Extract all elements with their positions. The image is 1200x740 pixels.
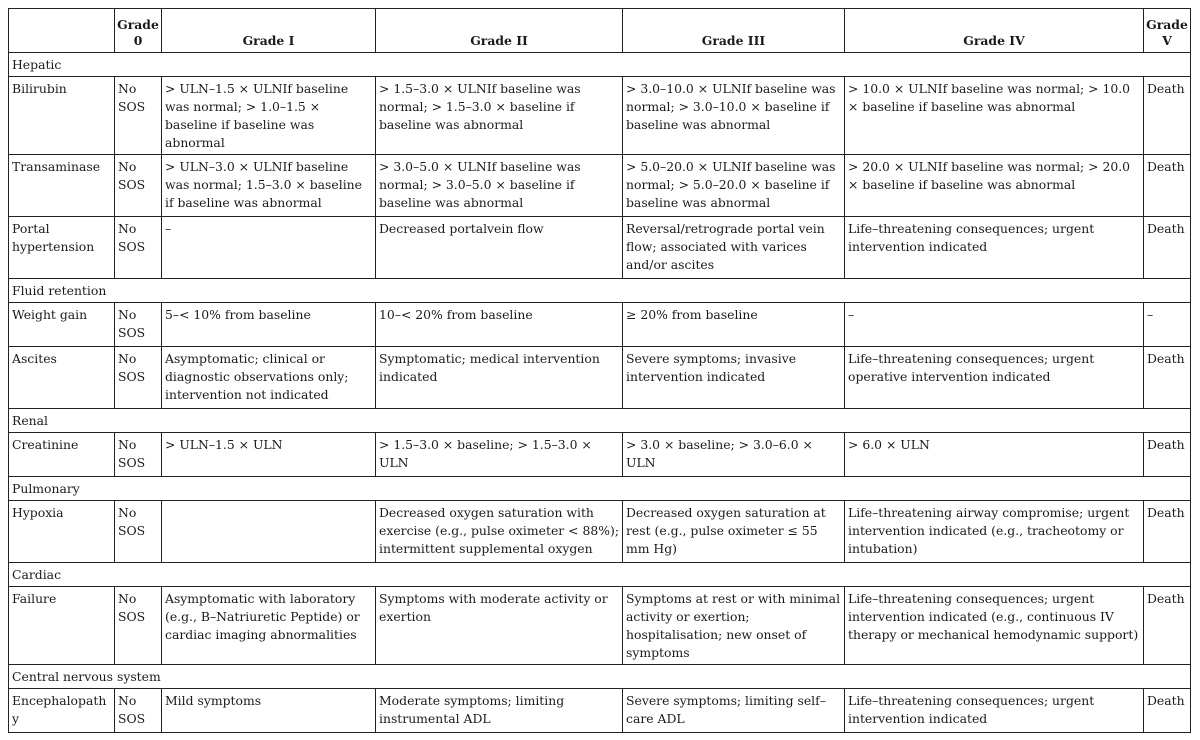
grade-4-cell: Life–threatening airway compromise; urgent intervention indicated (e.g., tracheotomy or intubation) <box>845 501 1144 563</box>
grade-0-cell: No SOS <box>115 217 162 279</box>
row-label: Hypoxia <box>9 501 115 563</box>
row-label: Encephalopathy <box>9 689 115 733</box>
section-title: Pulmonary <box>9 477 1191 501</box>
grade-2-cell: > 1.5–3.0 × baseline; > 1.5–3.0 × ULN <box>376 433 623 477</box>
section-row-cardiac <box>9 563 1191 587</box>
grade-5-cell: Death <box>1144 689 1191 733</box>
grade-3-cell: Reversal/retrograde portal vein flow; associated with varices and/or ascites <box>623 217 845 279</box>
header-cell-grade-4: Grade IV <box>845 9 1144 53</box>
grade-5-cell: – <box>1144 303 1191 347</box>
grade-3-cell: ≥ 20% from baseline <box>623 303 845 347</box>
table-row-failure <box>9 587 1191 665</box>
grade-2-cell: Moderate symptoms; limiting instrumental ADL <box>376 689 623 733</box>
grade-5-cell: Death <box>1144 587 1191 665</box>
grade-2-cell: Symptomatic; medical intervention indicated <box>376 347 623 409</box>
row-label: Portal hypertension <box>9 217 115 279</box>
header-cell-grade-2: Grade II <box>376 9 623 53</box>
table-row-portal-hypertension <box>9 217 1191 279</box>
grade-0-cell: No SOS <box>115 77 162 155</box>
grade-4-cell: > 20.0 × ULNIf baseline was normal; > 20.0 × baseline if baseline was abnormal <box>845 155 1144 217</box>
table-container <box>8 8 1191 733</box>
grade-1-cell: 5–< 10% from baseline <box>162 303 376 347</box>
grade-2-cell: > 3.0–5.0 × ULNIf baseline was normal; > 3.0–5.0 × baseline if baseline was abnormal <box>376 155 623 217</box>
section-title: Fluid retention <box>9 279 1191 303</box>
section-row-hepatic <box>9 53 1191 77</box>
grade-1-cell: > ULN–3.0 × ULNIf baseline was normal; 1.5–3.0 × baseline if baseline was abnormal <box>162 155 376 217</box>
table-row-transaminase <box>9 155 1191 217</box>
grade-5-cell: Death <box>1144 77 1191 155</box>
grade-3-cell: Symptoms at rest or with minimal activity or exertion; hospitalisation; new onset of symptoms <box>623 587 845 665</box>
grade-5-cell: Death <box>1144 433 1191 477</box>
grade-3-cell: > 3.0–10.0 × ULNIf baseline was normal; > 3.0–10.0 × baseline if baseline was abnormal <box>623 77 845 155</box>
grade-0-cell: No SOS <box>115 347 162 409</box>
grade-1-cell: Mild symptoms <box>162 689 376 733</box>
section-title: Renal <box>9 409 1191 433</box>
section-title: Cardiac <box>9 563 1191 587</box>
row-label: Weight gain <box>9 303 115 347</box>
row-label: Failure <box>9 587 115 665</box>
grade-4-cell: Life–threatening consequences; urgent intervention indicated <box>845 689 1144 733</box>
grade-2-cell: Symptoms with moderate activity or exertion <box>376 587 623 665</box>
grade-3-cell: Severe symptoms; limiting self–care ADL <box>623 689 845 733</box>
grade-0-cell: No SOS <box>115 501 162 563</box>
header-cell-grade-1: Grade I <box>162 9 376 53</box>
section-row-renal <box>9 409 1191 433</box>
grade-1-cell <box>162 501 376 563</box>
grade-4-cell: Life–threatening consequences; urgent intervention indicated <box>845 217 1144 279</box>
header-cell-grade-5: Grade V <box>1144 9 1191 53</box>
grade-0-cell: No SOS <box>115 689 162 733</box>
grade-3-cell: > 5.0–20.0 × ULNIf baseline was normal; > 5.0–20.0 × baseline if baseline was abnormal <box>623 155 845 217</box>
section-row-pulmonary <box>9 477 1191 501</box>
grade-4-cell: Life–threatening consequences; urgent intervention indicated (e.g., continuous IV therapy or mechanical hemodynamic support) <box>845 587 1144 665</box>
grade-1-cell: > ULN–1.5 × ULN <box>162 433 376 477</box>
section-row-fluid-retention <box>9 279 1191 303</box>
grade-0-cell: No SOS <box>115 303 162 347</box>
row-label: Bilirubin <box>9 77 115 155</box>
grade-2-cell: > 1.5–3.0 × ULNIf baseline was normal; > 1.5–3.0 × baseline if baseline was abnormal <box>376 77 623 155</box>
grade-4-cell: > 10.0 × ULNIf baseline was normal; > 10.0 × baseline if baseline was abnormal <box>845 77 1144 155</box>
table-row-creatinine <box>9 433 1191 477</box>
grade-1-cell: > ULN–1.5 × ULNIf baseline was normal; > 1.0–1.5 × baseline if baseline was abnormal <box>162 77 376 155</box>
grade-0-cell: No SOS <box>115 433 162 477</box>
sos-grading-table <box>8 8 1191 733</box>
grade-0-cell: No SOS <box>115 587 162 665</box>
grade-3-cell: Severe symptoms; invasive intervention indicated <box>623 347 845 409</box>
table-row-weight-gain <box>9 303 1191 347</box>
row-label: Creatinine <box>9 433 115 477</box>
grade-0-cell: No SOS <box>115 155 162 217</box>
header-cell-grade-3: Grade III <box>623 9 845 53</box>
grade-2-cell: Decreased portalvein flow <box>376 217 623 279</box>
row-label: Ascites <box>9 347 115 409</box>
row-label: Transaminase <box>9 155 115 217</box>
section-title: Hepatic <box>9 53 1191 77</box>
header-cell <box>9 9 115 53</box>
grade-2-cell: 10–< 20% from baseline <box>376 303 623 347</box>
table-row-encephalopathy <box>9 689 1191 733</box>
grade-2-cell: Decreased oxygen saturation with exercise (e.g., pulse oximeter < 88%); intermittent supplemental oxygen <box>376 501 623 563</box>
grade-1-cell: – <box>162 217 376 279</box>
grade-1-cell: Asymptomatic; clinical or diagnostic observations only; intervention not indicated <box>162 347 376 409</box>
grade-5-cell: Death <box>1144 347 1191 409</box>
header-cell-grade-0: Grade 0 <box>115 9 162 53</box>
section-title: Central nervous system <box>9 665 1191 689</box>
grade-3-cell: > 3.0 × baseline; > 3.0–6.0 × ULN <box>623 433 845 477</box>
grade-4-cell: Life–threatening consequences; urgent operative intervention indicated <box>845 347 1144 409</box>
table-row-bilirubin <box>9 77 1191 155</box>
grade-4-cell: – <box>845 303 1144 347</box>
header-row <box>9 9 1191 53</box>
grade-5-cell: Death <box>1144 217 1191 279</box>
grade-1-cell: Asymptomatic with laboratory (e.g., B–Natriuretic Peptide) or cardiac imaging abnormalities <box>162 587 376 665</box>
grade-5-cell: Death <box>1144 155 1191 217</box>
grade-3-cell: Decreased oxygen saturation at rest (e.g., pulse oximeter ≤ 55 mm Hg) <box>623 501 845 563</box>
table-row-ascites <box>9 347 1191 409</box>
grade-5-cell: Death <box>1144 501 1191 563</box>
grade-4-cell: > 6.0 × ULN <box>845 433 1144 477</box>
section-row-central-nervous-system <box>9 665 1191 689</box>
table-row-hypoxia <box>9 501 1191 563</box>
